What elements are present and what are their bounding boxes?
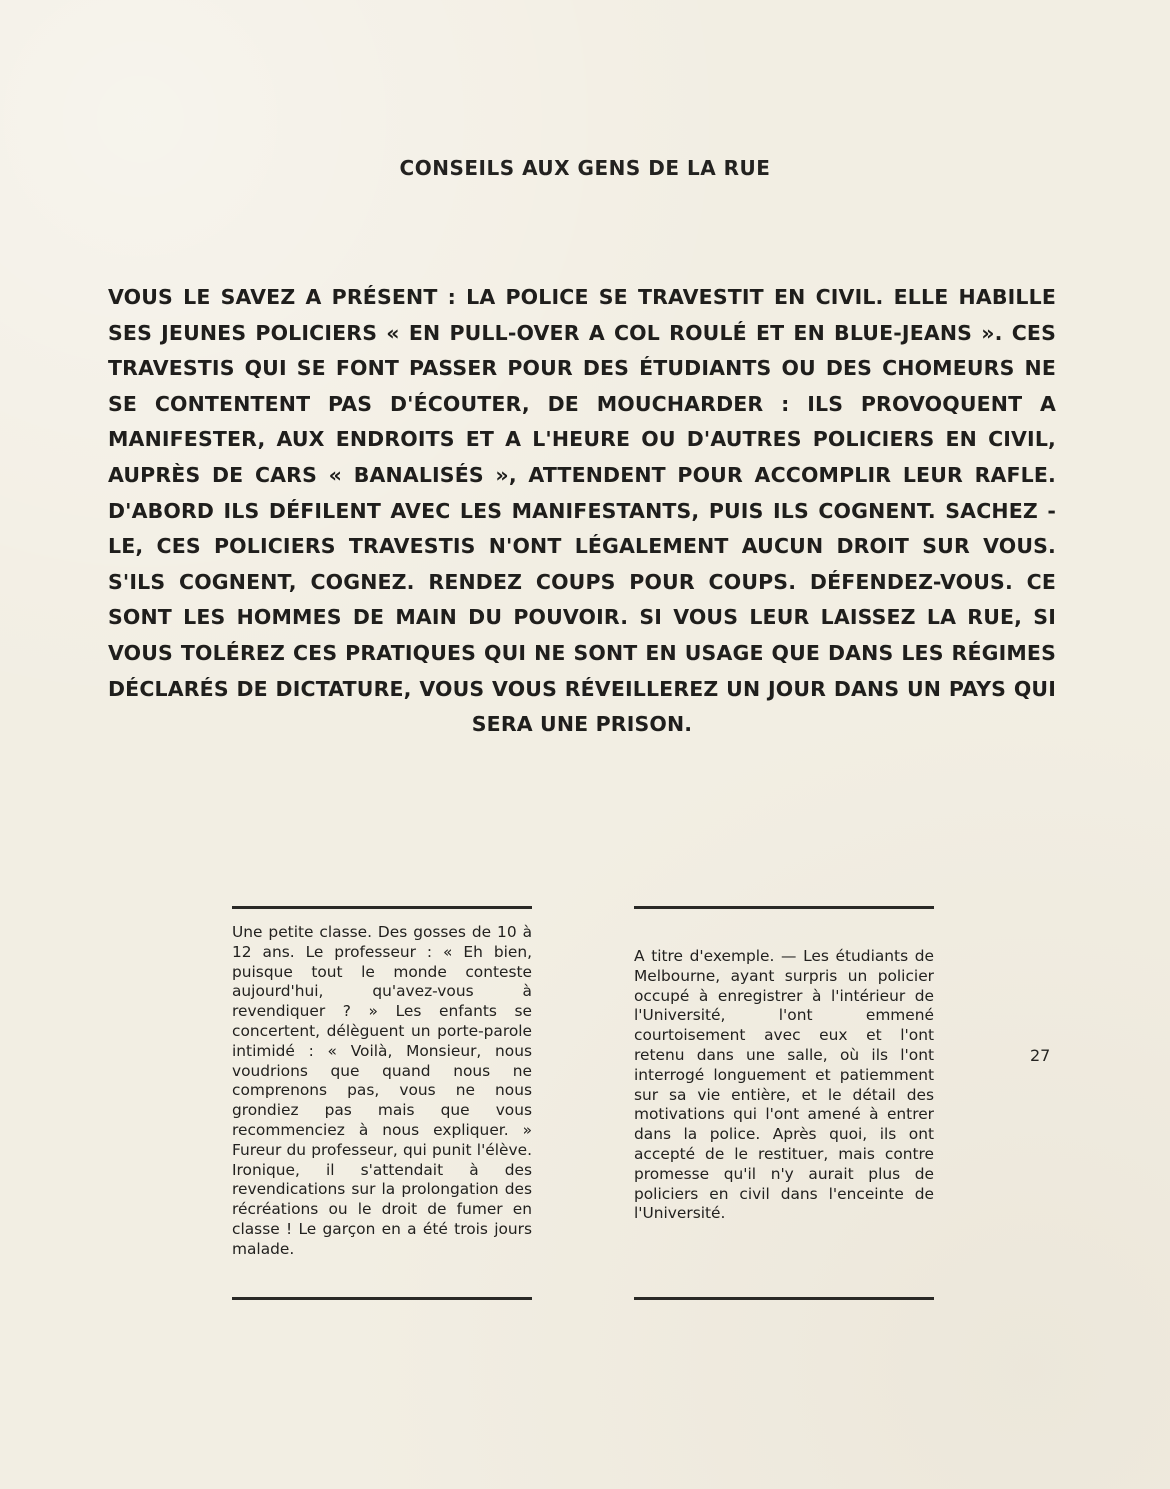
left-box-text: Une petite classe. Des gosses de 10 à 12 ans. Le professeur : « Eh bien, puisque tout le monde conteste aujourd'hui, qu'avez-vous à revendiquer ? » Les enfants se concertent, délèguent un porte-parole intimidé : « Voilà, Monsieur, nous voudrions que quand nous ne comprenons pas, vous ne nous grondiez pas mais que vous recommenciez à nous expliquer. » Fureur du professeur, qui punit l'élève. Ironique, il s'attendait à des revendications sur la prolongation des récréations ou le droit de fumer en classe ! Le garçon en a été trois jours malade.	[232, 923, 532, 1258]
page-number: 27	[1030, 1046, 1051, 1065]
main-paragraph: VOUS LE SAVEZ A PRÉSENT : LA POLICE SE TRAVESTIT EN CIVIL. ELLE HABILLE SES JEUNES POLICIERS « EN PULL-OVER A COL ROULÉ ET EN BLUE-JEANS ». CES TRAVESTIS QUI SE FONT PASSER POUR DES ÉTUDIANTS OU DES CHOMEURS NE SE CONTENTENT PAS D'ÉCOUTER, DE MOUCHARDER : ILS PROVOQUENT A MANIFESTER, AUX ENDROITS ET A L'HEURE OU D'AUTRES POLICIERS EN CIVIL, AUPRÈS DE CARS « BANALISÉS », ATTENDENT POUR ACCOMPLIR LEUR RAFLE. D'ABORD ILS DÉFILENT AVEC LES MANIFESTANTS, PUIS ILS COGNENT. SACHEZ - LE, CES POLICIERS TRAVESTIS N'ONT LÉGALEMENT AUCUN DROIT SUR VOUS. S'ILS COGNENT, COGNEZ. RENDEZ COUPS POUR COUPS. DÉFENDEZ-VOUS. CE SONT LES HOMMES DE MAIN DU POUVOIR. SI VOUS LEUR LAISSEZ LA RUE, SI VOUS TOLÉREZ CES PRATIQUES QUI NE SONT EN USAGE QUE DANS LES RÉGIMES DÉCLARÉS DE DICTATURE, VOUS VOUS RÉVEILLEREZ UN JOUR DANS UN PAYS QUI SERA UNE PRISON.	[108, 285, 1056, 737]
right-sidebar-box	[634, 906, 934, 1300]
page-title: CONSEILS AUX GENS DE LA RUE	[399, 156, 771, 180]
right-box-text: A titre d'exemple. — Les étudiants de Melbourne, ayant surpris un policier occupé à enregistrer à l'intérieur de l'Université, l'ont emmené courtoisement avec eux et l'ont retenu dans une salle, où ils l'ont interrogé longuement et patiemment sur sa vie entière, et le détail des motivations qui l'ont amené à entrer dans la police. Après quoi, ils ont accepté de le restituer, mais contre promesse qu'il n'y aurait plus de policiers en civil dans l'enceinte de l'Université.	[634, 947, 934, 1223]
left-sidebar-box	[232, 906, 532, 1300]
